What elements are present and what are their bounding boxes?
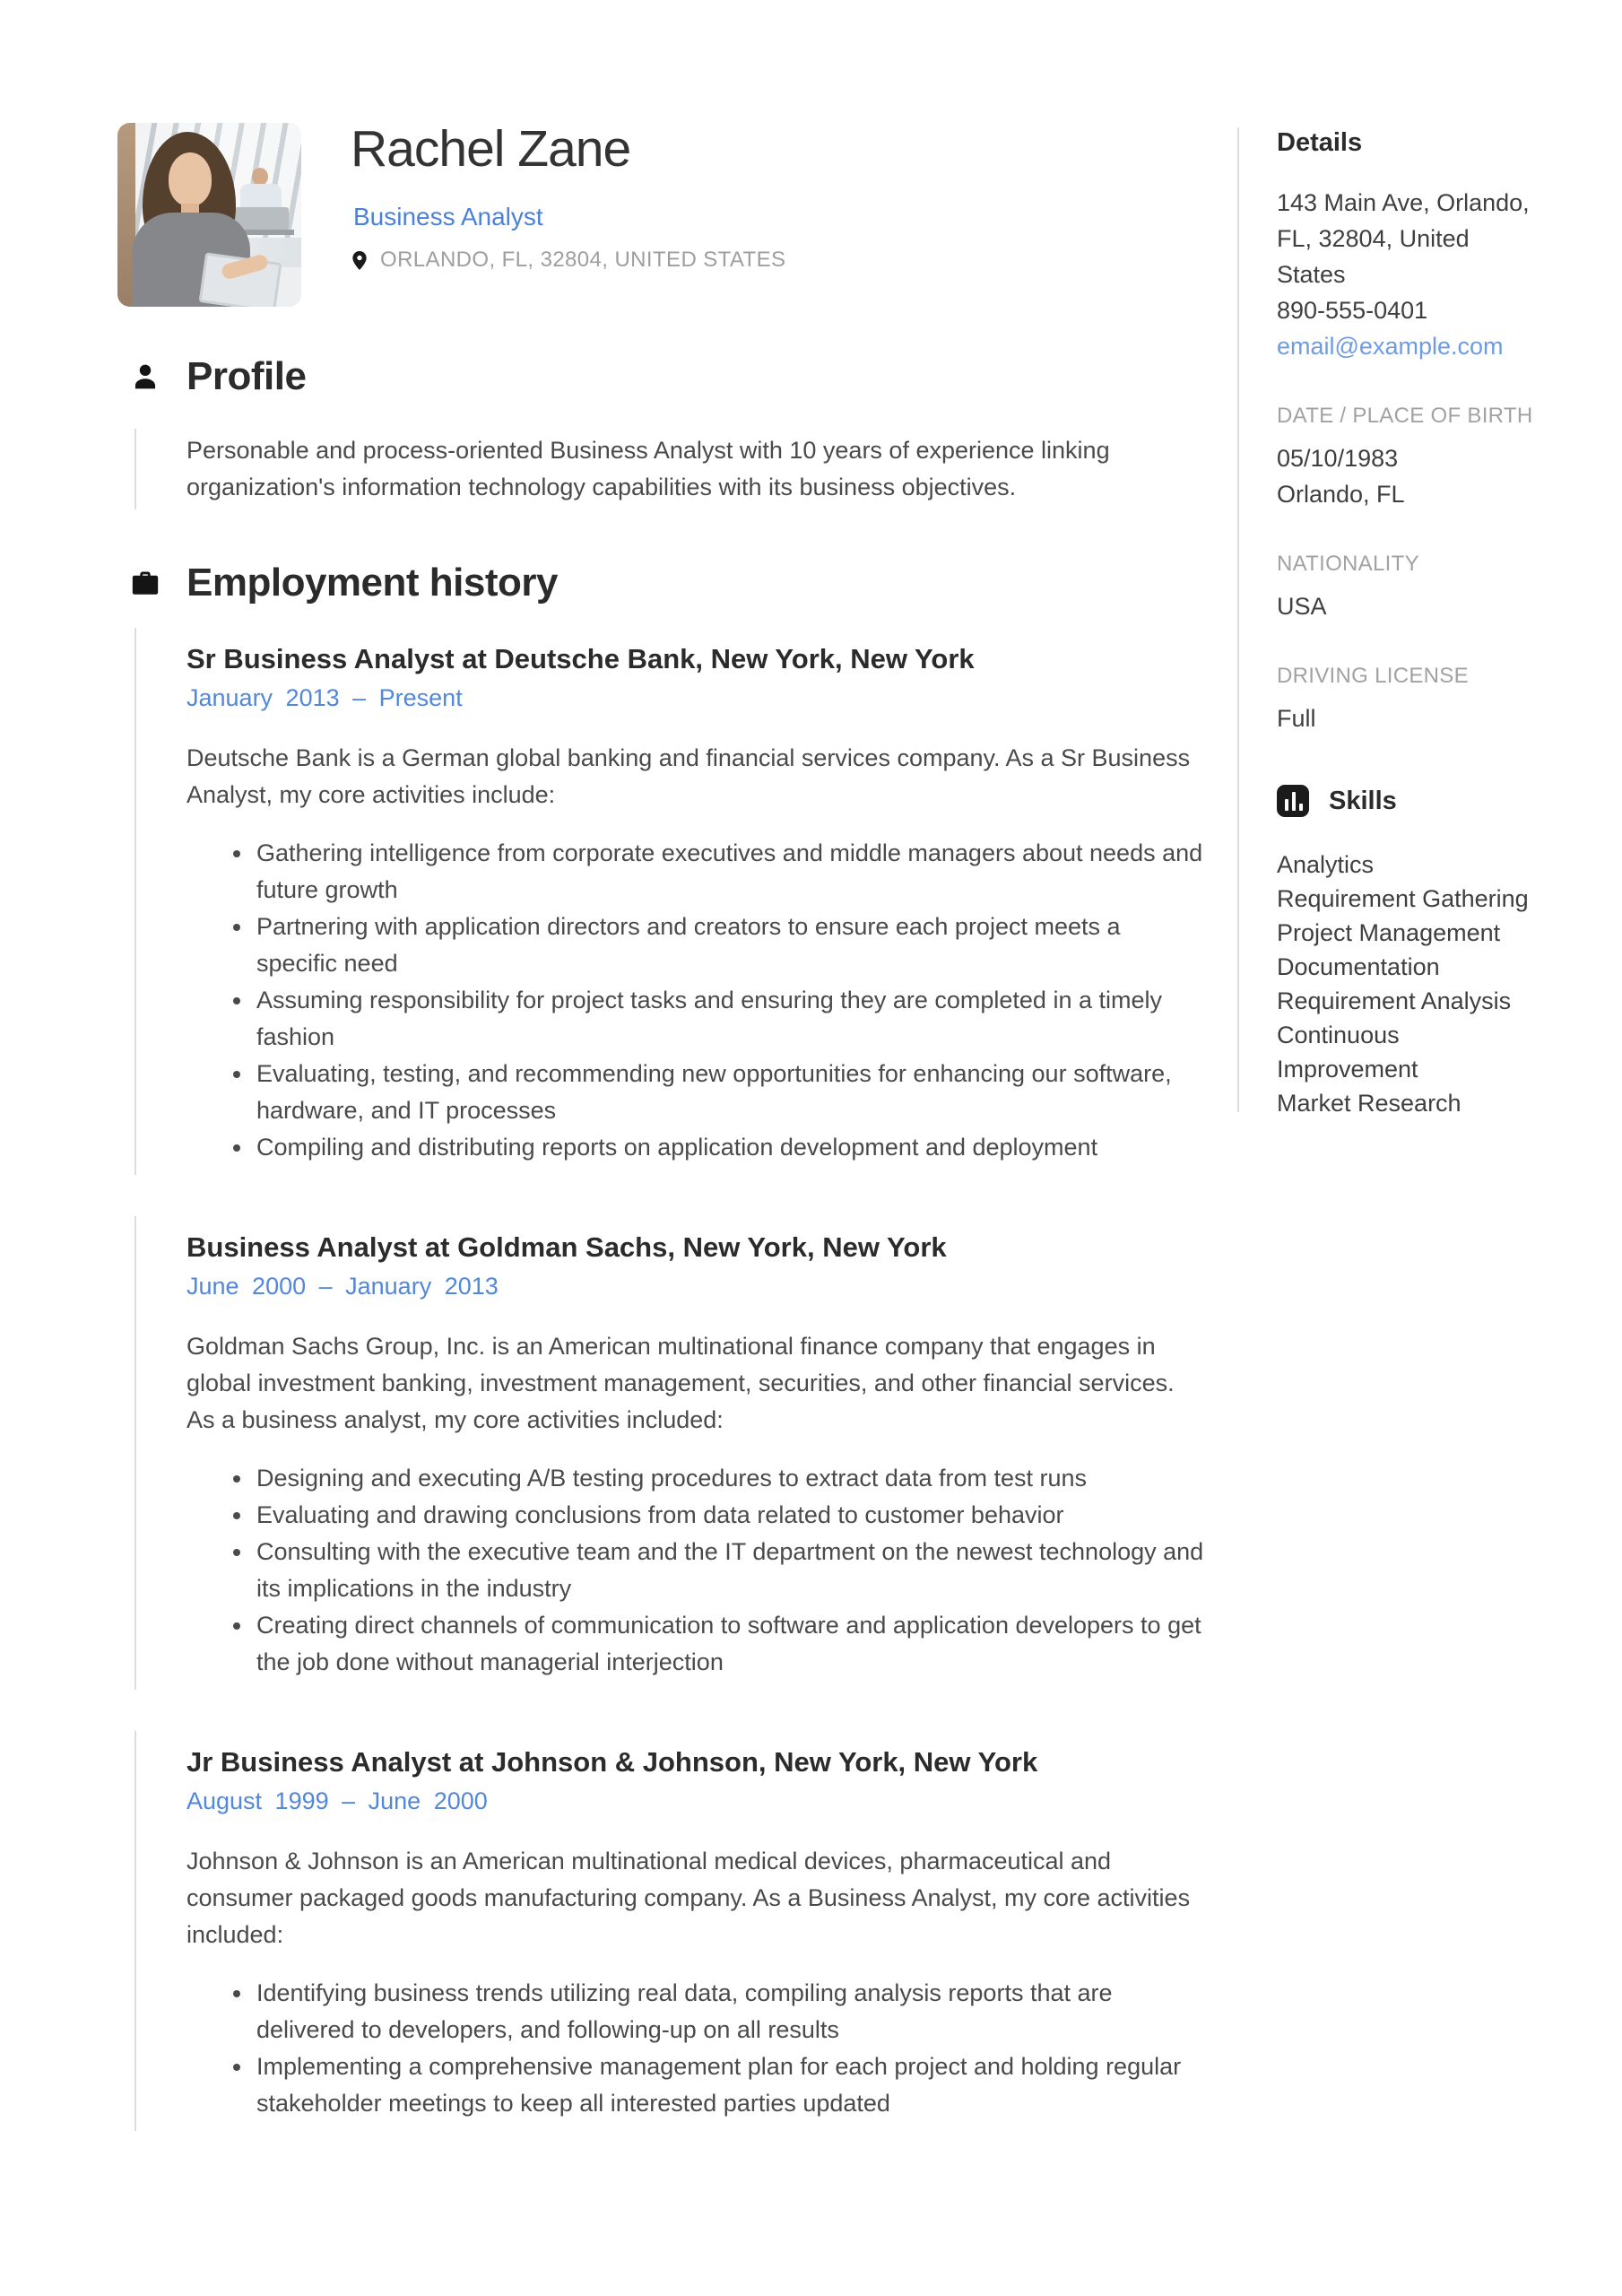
job-title: Jr Business Analyst at Johnson & Johnson, New York, New York: [186, 1746, 1038, 1778]
job-bullet-list: [186, 1460, 1204, 1681]
profile-body: [134, 429, 1204, 509]
employment-heading: Employment history: [186, 561, 558, 604]
details-heading: Details: [1277, 128, 1363, 157]
skill-item: Documentation: [1277, 953, 1440, 980]
photo-woman-face: [169, 152, 212, 206]
job-bullet-list: [186, 1975, 1204, 2122]
sidebar: [1277, 127, 1539, 1120]
job-bullet: Gathering intelligence from corporate executives and middle managers about needs and future growth: [256, 835, 1204, 909]
skills-section: [1277, 785, 1539, 1120]
job-bullet: Compiling and distributing reports on application development and deployment: [256, 1129, 1204, 1166]
location-text: ORLANDO, FL, 32804, UNITED STATES: [380, 248, 786, 272]
skills-heading: Skills: [1329, 787, 1397, 815]
photo-coworker-head: [252, 168, 268, 186]
location-row: [351, 248, 785, 273]
job-description: Deutsche Bank is a German global banking and financial services company. As a Sr Business Analyst, my core activities include:: [186, 744, 1191, 808]
birth-place-value: Orlando, FL: [1277, 481, 1405, 508]
person-job-title: Business Analyst: [353, 203, 543, 230]
phone-text: 890-555-0401: [1277, 297, 1428, 324]
job-entry: [134, 628, 1204, 1175]
job-bullet: Assuming responsibility for project tasks and ensuring they are completed in a timely fashion: [256, 982, 1204, 1056]
profile-photo: [117, 123, 301, 307]
skill-item: Requirement Analysis: [1277, 987, 1512, 1014]
person-icon: [128, 361, 161, 392]
address-text: 143 Main Ave, Orlando, FL, 32804, United States: [1277, 189, 1530, 288]
job-title: Business Analyst at Goldman Sachs, New York, New York: [186, 1231, 947, 1263]
nationality-value: USA: [1277, 593, 1327, 620]
job-dates: January 2013 – Present: [186, 684, 463, 711]
photo-laptop: [235, 207, 289, 230]
contact-block: [1277, 185, 1539, 364]
sidebar-divider: [1237, 127, 1239, 1112]
job-bullet: Partnering with application directors and creators to ensure each project meets a specific need: [256, 909, 1204, 982]
profile-text: Personable and process-oriented Business Analyst with 10 years of experience linking organization's information technology capabilities with its business objectives.: [186, 437, 1110, 500]
skills-section-header: [1277, 785, 1539, 817]
job-bullet: Consulting with the executive team and the IT department on the newest technology and its implications in the industry: [256, 1534, 1204, 1607]
skill-item: Market Research: [1277, 1090, 1462, 1117]
job-entry: [134, 1216, 1204, 1690]
job-bullet: Designing and executing A/B testing procedures to extract data from test runs: [256, 1460, 1204, 1497]
person-name: Rachel Zane: [351, 120, 631, 178]
job-bullet: Evaluating, testing, and recommending new opportunities for enhancing our software, hardware, and IT processes: [256, 1056, 1204, 1129]
job-bullet-list: [186, 835, 1204, 1166]
skills-list: [1277, 848, 1539, 1120]
job-bullet: Evaluating and drawing conclusions from data related to customer behavior: [256, 1497, 1204, 1534]
birth-label: DATE / PLACE OF BIRTH: [1277, 404, 1533, 428]
job-bullet: Creating direct channels of communication to software and application developers to get the job done without managerial interjection: [256, 1607, 1204, 1681]
skill-item: Requirement Gathering: [1277, 885, 1529, 912]
skill-item: Project Management: [1277, 919, 1501, 946]
bar-chart-icon: [1277, 785, 1309, 817]
profile-heading: Profile: [186, 354, 307, 398]
driving-license-label: DRIVING LICENSE: [1277, 664, 1469, 688]
job-title: Sr Business Analyst at Deutsche Bank, New York, New York: [186, 643, 975, 674]
nationality-label: NATIONALITY: [1277, 552, 1419, 576]
main-column: [128, 355, 1204, 2131]
job-bullet: Identifying business trends utilizing real data, compiling analysis reports that are delivered to developers, and following-up on all results: [256, 1975, 1204, 2048]
job-entry: [134, 1731, 1204, 2131]
birth-date-value: 05/10/1983: [1277, 445, 1399, 472]
employment-section-header: [128, 561, 1204, 604]
email-link[interactable]: email@example.com: [1277, 333, 1504, 360]
job-dates: June 2000 – January 2013: [186, 1273, 499, 1300]
location-pin-icon: [351, 250, 368, 271]
skill-item: Analytics: [1277, 851, 1375, 878]
profile-section-header: [128, 355, 1204, 398]
job-description: Goldman Sachs Group, Inc. is an American multinational finance company that engages in global investment banking, investment management, securities, and other financial services. As a business analyst, my core activities included:: [186, 1333, 1175, 1433]
job-bullet: Implementing a comprehensive management plan for each project and holding regular stakeholder meetings to keep all interested parties updated: [256, 2048, 1204, 2122]
job-description: Johnson & Johnson is an American multinational medical devices, pharmaceutical and consumer packaged goods manufacturing company. As a Business Analyst, my core activities included:: [186, 1848, 1191, 1948]
job-dates: August 1999 – June 2000: [186, 1787, 488, 1814]
briefcase-icon: [128, 568, 161, 598]
driving-license-value: Full: [1277, 705, 1316, 732]
skill-item: Continuous Improvement: [1277, 1022, 1418, 1083]
